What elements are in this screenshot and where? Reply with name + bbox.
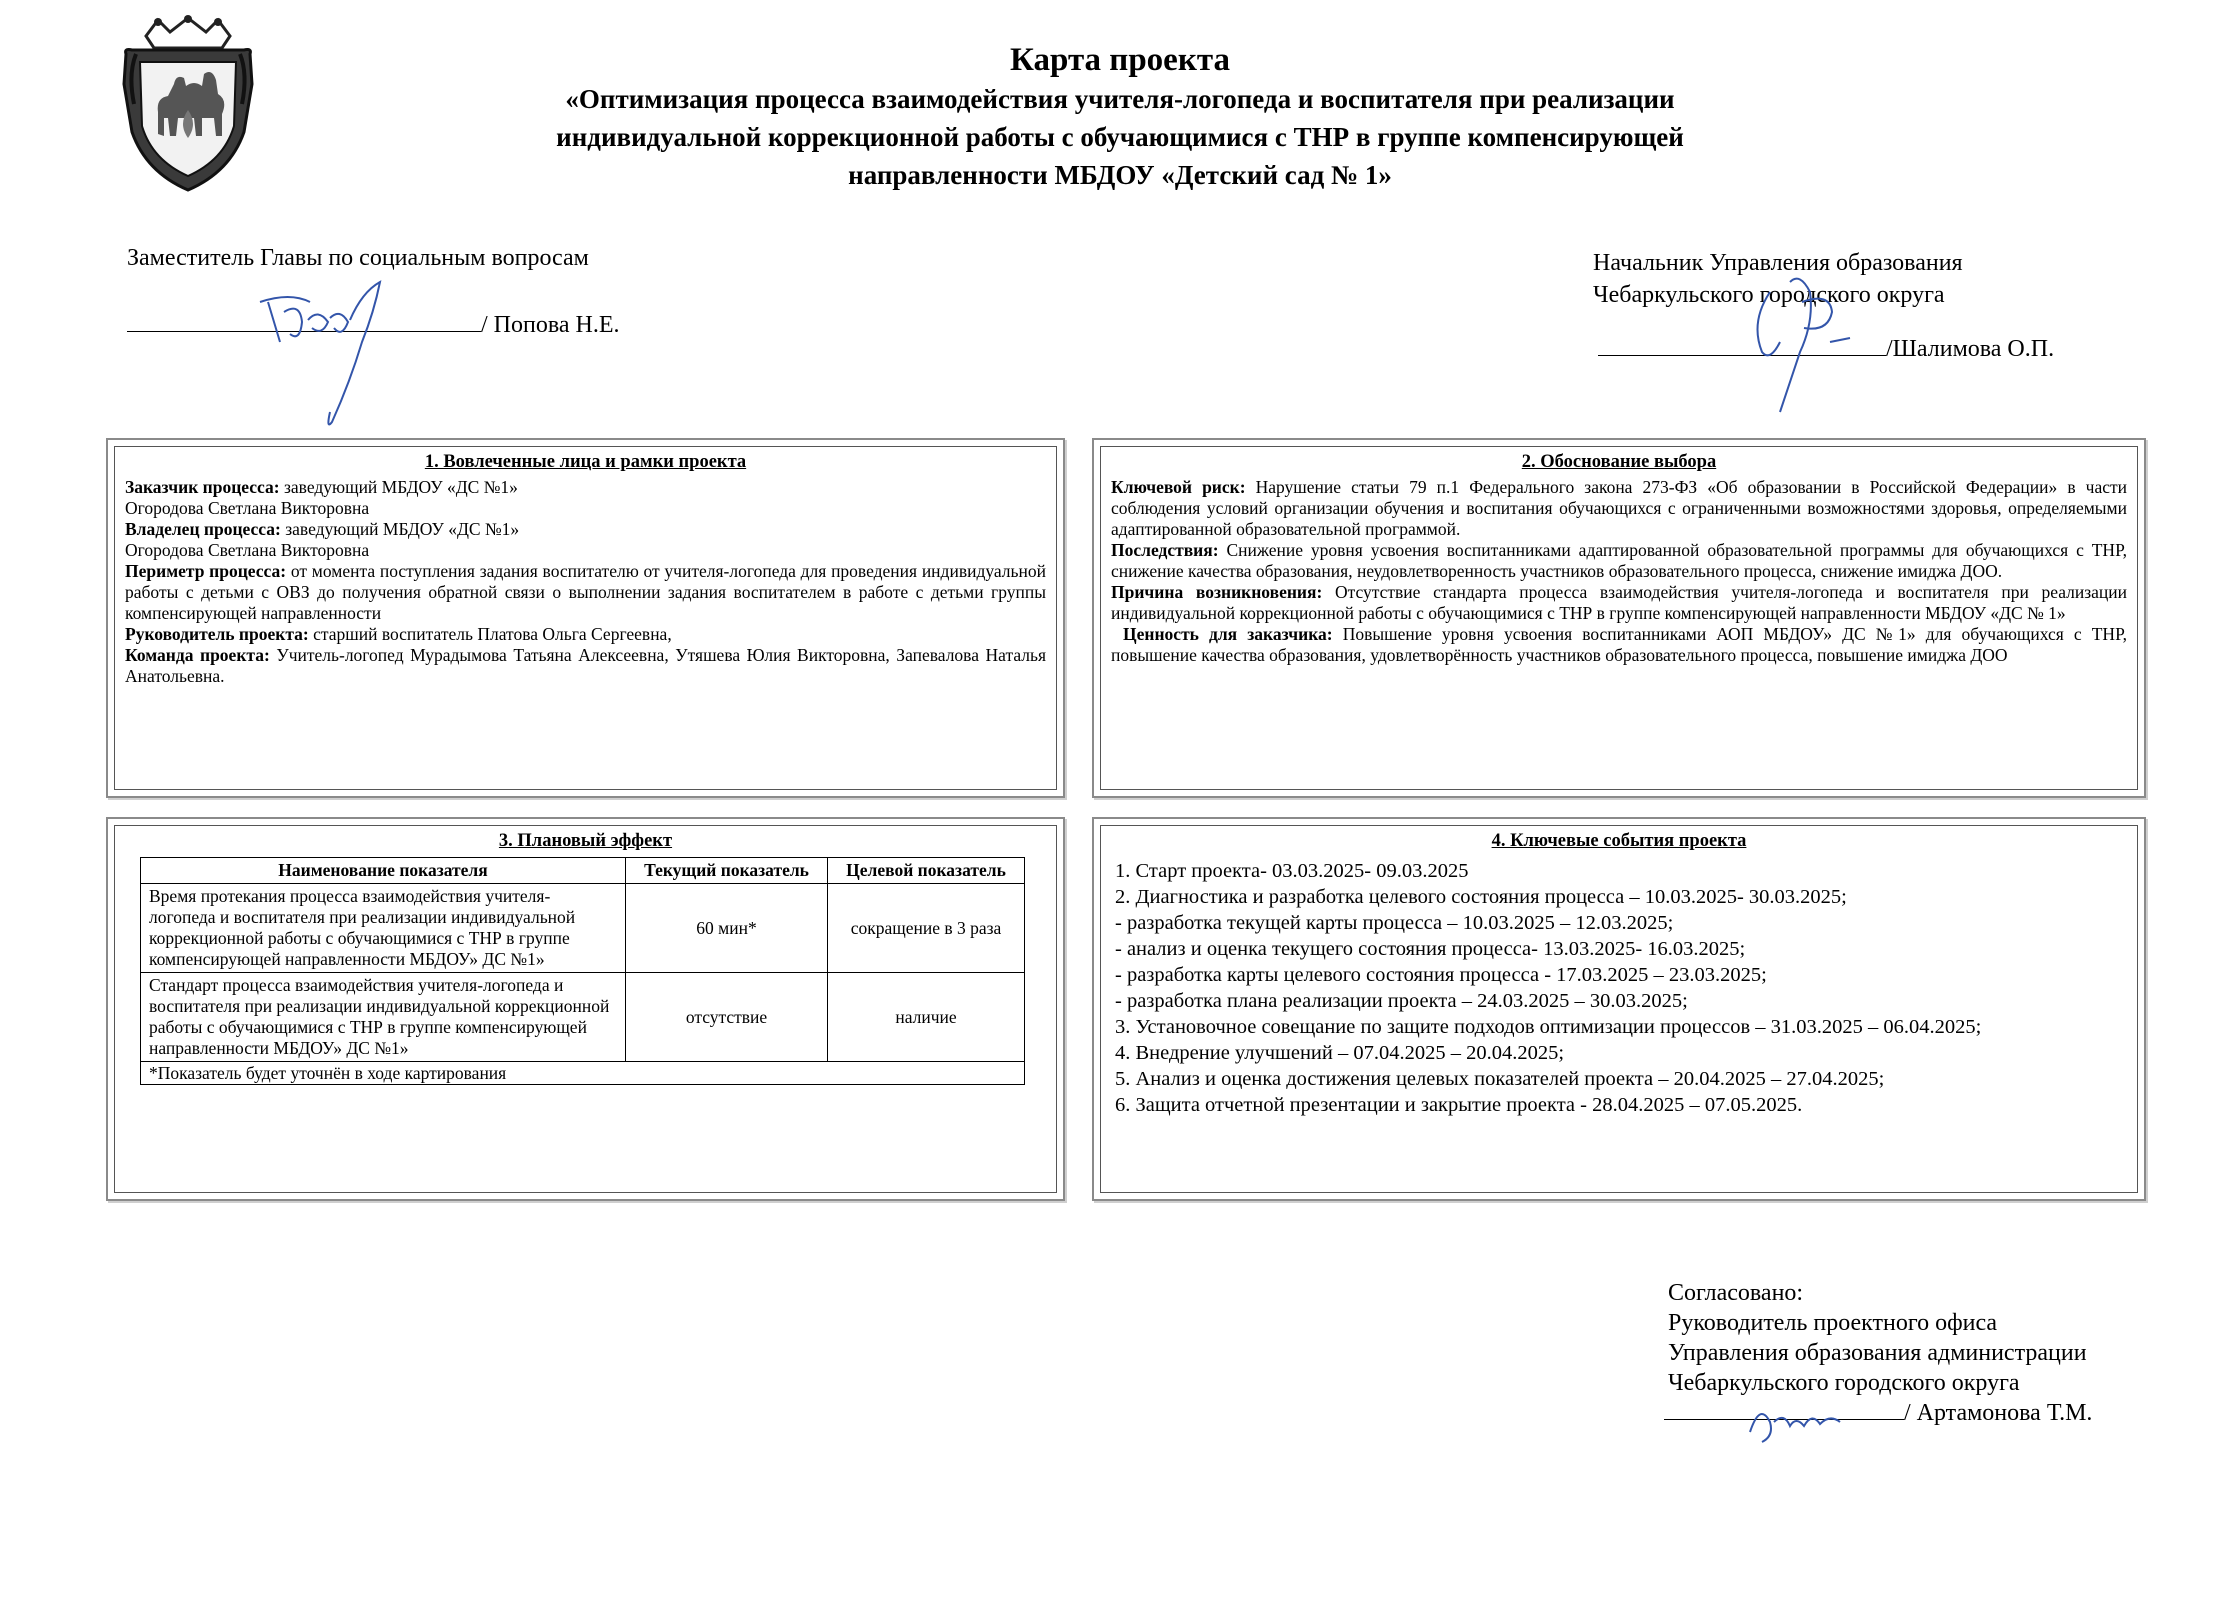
panel-planned-effect-heading: 3. Плановый эффект <box>498 831 673 851</box>
panel-key-events <box>1092 817 2146 1201</box>
leader-label: Руководитель проекта: <box>125 624 309 644</box>
approval-signature-line <box>1668 1398 2092 1428</box>
kpi-col-name: Наименование показателя <box>141 858 626 884</box>
handwritten-signature-popova <box>250 272 420 432</box>
kpi-footnote: *Показатель будет уточнён в ходе картирования <box>141 1062 1025 1085</box>
kpi-row2-name: Стандарт процесса взаимодействия учителя-логопеда и воспитателя при реализации индивидуальной коррекционной работы с обучающимися с ТНР в группе компенсирующей направленности МБДОУ» ДС №1» <box>141 973 626 1062</box>
list-item: 3. Установочное совещание по защите подходов оптимизации процессов – 31.03.2025 – 06.04.2025; <box>1115 1016 1982 1038</box>
approval-line-2: Руководитель проектного офиса <box>1668 1310 1998 1336</box>
value-value: Повышение уровня усвоения воспитанниками АОП МБДОУ» ДС №1» для обучающихся с ТНР, повышение качества образования, удовлетворённость участников образовательного процесса, повышение имиджа ДОО <box>1111 624 2127 665</box>
cause-value: Отсутствие стандарта процесса взаимодействия учителя-логопеда и воспитателя при реализации индивидуальной коррекционной работы с обучающимися с ТНР в группе компенсирующей направленности МБДОУ «ДС № 1» <box>1111 582 2127 623</box>
kpi-row2-target: наличие <box>828 973 1025 1062</box>
panel-stakeholders-body <box>115 473 1056 687</box>
title-block <box>420 40 1820 194</box>
key-events-list <box>1101 852 2137 1118</box>
subtitle-line-1: «Оптимизация процесса взаимодействия учителя-логопеда и воспитателя при реализации <box>565 84 1675 114</box>
subtitle-line-3: направленности МБДОУ «Детский сад № 1» <box>848 160 1392 190</box>
consequences-value: Снижение уровня усвоения воспитанниками адаптированной образовательной программы для обучающихся с ТНР, снижение качества образования, неудовлетворенность участников образовательного процесса, снижение имиджа ДОО. <box>1111 540 2127 581</box>
panel-stakeholders-frame <box>114 446 1057 790</box>
approval-line-1: Согласовано: <box>1668 1280 1804 1306</box>
kpi-row1-name: Время протекания процесса взаимодействия учителя- логопеда и воспитателя при реализации индивидуальной коррекционной работы с обучающимися с ТНР в группе компенсирующей направленности МБДОУ» ДС №1» <box>141 884 626 973</box>
list-item: 2. Диагностика и разработка целевого состояния процесса – 10.03.2025- 30.03.2025; <box>1115 886 1847 908</box>
right-signatory-name: /Шалимова О.П. <box>1886 336 2055 362</box>
approval-name: / Артамонова Т.М. <box>1904 1400 2093 1426</box>
team-label: Команда проекта: <box>125 645 270 665</box>
left-signatory-name: / Попова Н.Е. <box>481 312 620 338</box>
approval-line-4: Чебаркульского городского округа <box>1668 1370 2020 1396</box>
table-row <box>141 973 1025 1062</box>
panel-stakeholders-heading: 1. Вовлеченные лица и рамки проекта <box>424 452 747 472</box>
subtitle-line-2: индивидуальной коррекционной работы с обучающимися с ТНР в группе компенсирующей <box>556 122 1684 152</box>
right-signatory-position-2: Чебаркульского городского округа <box>1593 282 1945 308</box>
kpi-footnote-row <box>141 1062 1025 1085</box>
kpi-row1-target: сокращение в 3 раза <box>828 884 1025 973</box>
panel-key-events-heading: 4. Ключевые события проекта <box>1491 831 1747 851</box>
panel-justification-frame <box>1100 446 2138 790</box>
customer-value: заведующий МБДОУ «ДС №1» <box>279 477 518 497</box>
list-item: - разработка плана реализации проекта – 24.03.2025 – 30.03.2025; <box>1115 990 1688 1012</box>
panel-justification-heading: 2. Обоснование выбора <box>1521 452 1717 472</box>
kpi-col-target: Целевой показатель <box>828 858 1025 884</box>
kpi-table <box>140 857 1025 1085</box>
consequences-label: Последствия: <box>1111 540 1219 560</box>
team-value: Учитель-логопед Мурадымова Татьяна Алексеевна, Утяшева Юлия Викторовна, Запевалова Наталья Анатольевна. <box>125 645 1046 686</box>
perimeter-label: Периметр процесса: <box>125 561 287 581</box>
panel-justification <box>1092 438 2146 798</box>
kpi-row2-current: отсутствие <box>626 973 828 1062</box>
leader-value: старший воспитатель Платова Ольга Сергеевна, <box>308 624 672 644</box>
list-item: 4. Внедрение улучшений – 07.04.2025 – 20.04.2025; <box>1115 1042 1565 1064</box>
list-item: - анализ и оценка текущего состояния процесса- 13.03.2025- 16.03.2025; <box>1115 938 1746 960</box>
value-label: Ценность для заказчика: <box>1123 624 1333 644</box>
list-item: 1. Старт проекта- 03.03.2025- 09.03.2025 <box>1115 860 1469 882</box>
list-item: 5. Анализ и оценка достижения целевых показателей проекта – 20.04.2025 – 27.04.2025; <box>1115 1068 1885 1090</box>
owner-value: заведующий МБДОУ «ДС №1» <box>280 519 520 539</box>
list-item: - разработка текущей карты процесса – 10.03.2025 – 12.03.2025; <box>1115 912 1674 934</box>
left-signatory-position: Заместитель Главы по социальным вопросам <box>127 245 589 271</box>
kpi-header-row <box>141 858 1025 884</box>
right-signatory-position-1: Начальник Управления образования <box>1593 250 1963 276</box>
panel-planned-effect <box>106 817 1065 1201</box>
risk-label: Ключевой риск: <box>1111 477 1246 497</box>
approval-block <box>1668 1278 2092 1428</box>
panel-key-events-frame <box>1100 825 2138 1193</box>
customer-label: Заказчик процесса: <box>125 477 280 497</box>
kpi-row1-current: 60 мин* <box>626 884 828 973</box>
panel-justification-body <box>1101 473 2137 666</box>
list-item: - разработка карты целевого состояния процесса - 17.03.2025 – 23.03.2025; <box>1115 964 1767 986</box>
risk-value: Нарушение статьи 79 п.1 Федерального закона 273-ФЗ «Об образовании в Российской Федерации» в части соблюдения условий организации обучения и воспитания обучающихся с ограниченными возможностями здоровья, определяемыми адаптированной образовательной программой. <box>1111 477 2127 539</box>
list-item: 6. Защита отчетной презентации и закрытие проекта - 28.04.2025 – 07.05.2025. <box>1115 1094 1803 1116</box>
kpi-col-current: Текущий показатель <box>626 858 828 884</box>
perimeter-value: от момента поступления задания воспитателю от учителя-логопеда для проведения индивидуальной работы с детьми с ОВЗ до получения обратной связи о выполнении задания воспитателем в работе с детьми группы компенсирующей направленности <box>125 561 1046 623</box>
table-row <box>141 884 1025 973</box>
handwritten-signature-shalimova <box>1740 262 1870 422</box>
owner-name: Огородова Светлана Викторовна <box>125 540 370 560</box>
panel-stakeholders <box>106 438 1065 798</box>
owner-label: Владелец процесса: <box>125 519 281 539</box>
handwritten-signature-artamonova <box>1740 1392 1860 1452</box>
cause-label: Причина возникновения: <box>1111 582 1323 602</box>
page-title: Карта проекта <box>1010 42 1230 78</box>
customer-name: Огородова Светлана Викторовна <box>125 498 370 518</box>
coat-of-arms-emblem <box>118 14 258 194</box>
approval-line-3: Управления образования администрации <box>1668 1340 2087 1366</box>
